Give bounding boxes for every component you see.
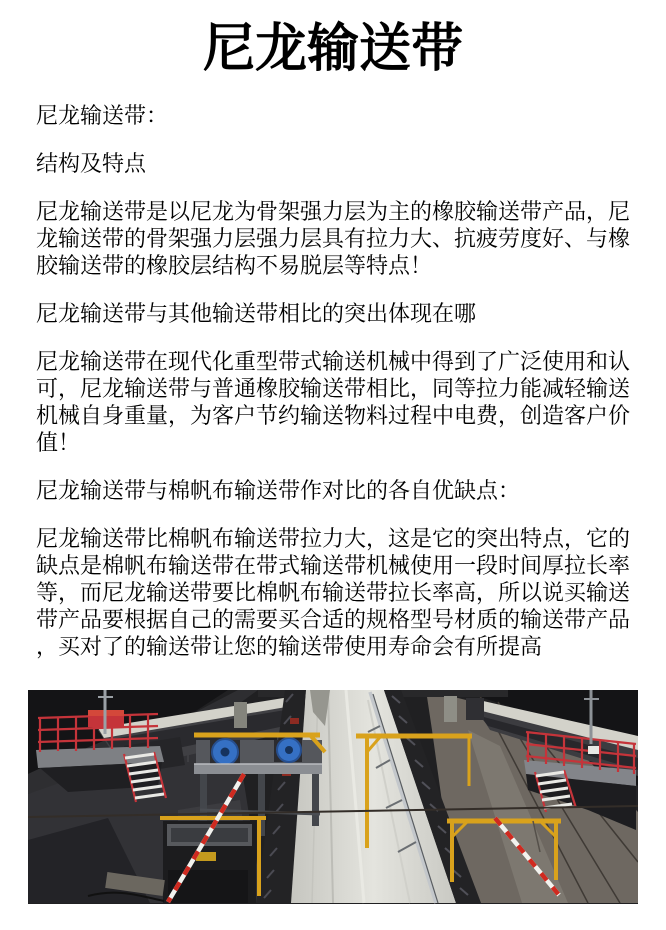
- paragraph-compare-text: 尼龙输送带在现代化重型带式输送机械中得到了广泛使用和认可，尼龙输送带与普通橡胶输送带相比，同等拉力能减轻输送机械自身重量，为客户节约输送物料过程中电费，创造客户价值！: [36, 349, 631, 455]
- drum-platform-deck: [194, 764, 322, 774]
- conveyor-site-photo: [28, 690, 638, 904]
- paragraph-canvas-text: 尼龙输送带比棉帆布输送带拉力大，这是它的突出特点，它的缺点是棉帆布输送带在带式输送带机械使用一段时间厚拉长率等，而尼龙输送带要比棉帆布输送带拉长率高，所以说买输送带产品要根据自己的需要买合适的规格型号材质的输送带产品，买对了的输送带让您的输送带使用寿命会有所提高: [36, 526, 631, 659]
- paragraph-lead: 尼龙输送带：: [36, 103, 169, 128]
- conveyor-photo-svg: [28, 690, 638, 904]
- paragraph-structure-heading: 结构及特点: [36, 151, 147, 176]
- safety-sign: [588, 746, 599, 754]
- article-body: [0, 80, 666, 660]
- concrete-post-right: [444, 696, 457, 722]
- red-roller: [290, 718, 299, 724]
- page-title: 尼龙输送带: [202, 20, 463, 78]
- paragraph-structure-text: 尼龙输送带是以尼龙为骨架强力层为主的橡胶输送带产品，尼龙输送带的骨架强力层强力层具有拉力大、抗疲劳度好、与橡胶输送带的橡胶层结构不易脱层等特点！: [36, 199, 631, 278]
- paragraph-compare-heading: 尼龙输送带与其他输送带相比的突出体现在哪: [36, 301, 477, 326]
- paragraph-canvas-heading: 尼龙输送带与棉帆布输送带作对比的各自优缺点：: [36, 478, 521, 503]
- concrete-post-left: [234, 702, 247, 728]
- right-head-pulley: [466, 698, 484, 720]
